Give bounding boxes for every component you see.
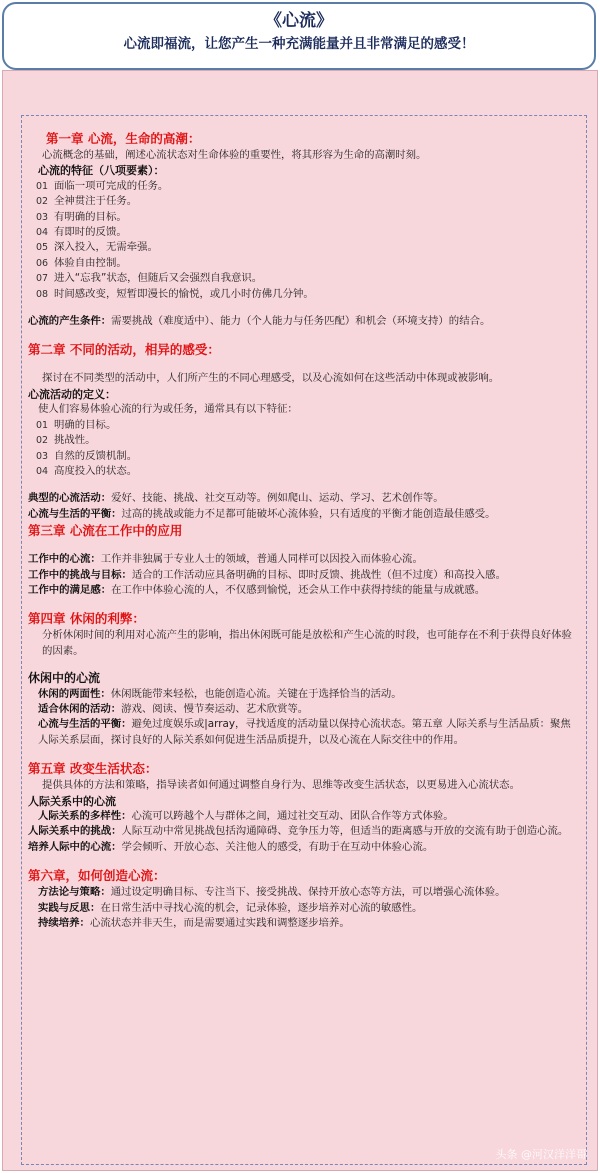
item-number: 03 xyxy=(36,450,49,462)
chapter-6-title: 第六章，如何创造心流： xyxy=(28,868,166,884)
chapter-1-title: 第一章 心流，生命的高潮： xyxy=(46,131,201,146)
activities-text: 游戏、阅读、慢节奏运动、艺术欣赏等。 xyxy=(121,702,309,715)
list-item xyxy=(28,287,580,302)
challenges-label: 人际关系中的挑战： xyxy=(28,825,122,838)
leisure-activities xyxy=(28,702,580,717)
chapter-5-intro: 提供具体的方法和策略，指导读者如何通过调整自身行为、思维等改变生活状态，以更易进入心流状态。 xyxy=(42,779,520,792)
item-text: 全神贯注于任务。 xyxy=(54,195,138,208)
relationship-diversity xyxy=(28,809,580,824)
relationship-flow-title: 人际关系中的心流 xyxy=(28,794,116,808)
list-item xyxy=(28,433,580,448)
item-number: 08 xyxy=(36,288,49,300)
practice-text: 在日常生活中寻找心流的机会，记录体验，逐步培养对心流的敏感性。 xyxy=(100,901,423,914)
item-text: 进入“忘我”状态，但随后又会强烈自我意识。 xyxy=(54,272,263,285)
item-text: 自然的反馈机制。 xyxy=(54,449,138,462)
life-balance xyxy=(28,507,580,522)
item-text: 有即时的反馈。 xyxy=(54,226,127,239)
conditions-text: 需要挑战（难度适中）、能力（个人能力与任务匹配）和机会（环境支持）的结合。 xyxy=(111,315,491,328)
goals-text: 适合的工作活动应具备明确的目标、即时反馈、挑战性（但不过度）和高投入感。 xyxy=(131,568,506,581)
duality-text: 休闲既能带来轻松，也能创造心流。关键在于选择恰当的活动。 xyxy=(110,687,402,700)
relationship-text: 聚焦人际关系层面，探讨良好的人际关系如何促进生活品质提升，以及心流在人际交往中的作用。 xyxy=(38,718,571,746)
list-item xyxy=(28,464,580,479)
item-text: 有明确的目标。 xyxy=(54,210,127,223)
chapter-1-intro: 心流概念的基础，阐述心流状态对生命体验的重要性，将其形容为生命的高潮时刻。 xyxy=(42,149,427,161)
watermark: 头条 @河汉洋洋哥 xyxy=(495,1148,587,1161)
relationship-challenges xyxy=(28,824,580,839)
diversity-text: 心流可以跨越个人与群体之间，通过社交互动、团队合作等方式体验。 xyxy=(131,810,454,822)
cultivation-label: 培养人际中的心流： xyxy=(28,840,122,853)
list-item xyxy=(28,418,580,433)
chapter-4-intro: 分析休闲时间的利用对心流产生的影响，指出休闲既可能是放松和产生心流的时段，也可能存在不利于获得良好体验的因素。 xyxy=(42,629,572,657)
chapter-2-intro: 探讨在不同类型的活动中，人们所产生的不同心理感受，以及心流如何在这些活动中体现或被影响。 xyxy=(42,372,500,385)
leisure-balance-label: 心流与生活的平衡： xyxy=(38,718,132,731)
activity-features-list xyxy=(28,418,580,480)
item-text: 体验自由控制。 xyxy=(54,256,127,269)
relationship-cultivation xyxy=(28,840,580,855)
leisure-flow-title: 休闲中的心流 xyxy=(28,671,101,686)
item-number: 03 xyxy=(36,211,49,223)
list-item xyxy=(28,240,580,255)
item-number: 04 xyxy=(36,465,49,477)
item-number: 02 xyxy=(36,435,49,447)
balance-label: 心流与生活的平衡： xyxy=(28,507,122,520)
goals-label: 工作中的挑战与目标： xyxy=(28,568,132,581)
item-number: 04 xyxy=(36,227,49,239)
item-text: 时间感改变，短暂即漫长的愉悦，或几小时仿佛几分钟。 xyxy=(54,287,314,300)
definition-text: 使人们容易体验心流的行为或任务，通常具有以下特征： xyxy=(38,403,298,416)
leisure-balance-text: 避免过度娱乐或|array，寻找适度的活动量以保持心流状态。第五章 人际关系与生活品质： xyxy=(131,718,551,731)
list-item xyxy=(28,225,580,240)
item-text: 面临一项可完成的任务。 xyxy=(54,179,169,192)
leisure-balance xyxy=(28,717,580,748)
item-text: 明确的目标。 xyxy=(54,418,117,431)
typical-text: 爱好、技能、挑战、社交互动等。例如爬山、运动、学习、艺术创作等。 xyxy=(111,492,444,505)
activities-label: 适合休闲的活动： xyxy=(38,702,122,715)
methods-text: 通过设定明确目标、专注当下、接受挑战、保持开放心态等方法，可以增强心流体验。 xyxy=(110,886,506,899)
item-text: 挑战性。 xyxy=(54,434,96,447)
list-item xyxy=(28,271,580,286)
practice xyxy=(28,901,580,916)
item-text: 高度投入的状态。 xyxy=(54,464,138,477)
typical-label: 典型的心流活动： xyxy=(28,492,112,505)
diversity-label: 人际关系的多样性： xyxy=(38,810,132,822)
item-number: 06 xyxy=(36,257,49,269)
item-number: 01 xyxy=(36,180,49,192)
conditions-label: 心流的产生条件： xyxy=(28,315,112,328)
page-subtitle: 心流即福流，让您产生一种充满能量并且非常满足的感受！ xyxy=(123,36,475,52)
chapter-3-title: 第三章 心流在工作中的应用 xyxy=(28,523,183,539)
work-label: 工作中的心流： xyxy=(28,553,101,566)
item-number: 05 xyxy=(36,242,49,254)
work-text: 工作并非独属于专业人士的领域，普通人同样可以因投入而体验心流。 xyxy=(100,553,423,566)
sustain-label: 持续培养： xyxy=(38,917,90,930)
work-goals xyxy=(28,568,580,583)
list-item xyxy=(28,194,580,209)
challenges-text: 人际互动中常见挑战包括沟通障碍、竞争压力等，但适当的距离感与开放的交流有助于创造心流。 xyxy=(121,825,569,838)
satisfaction-text: 在工作中体验心流的人，不仅感到愉悦，还会从工作中获得持续的能量与成就感。 xyxy=(111,583,486,596)
chapter-5-title: 第五章 改变生活状态： xyxy=(28,761,158,777)
list-item xyxy=(28,210,580,225)
list-item xyxy=(28,449,580,464)
sustain xyxy=(28,916,580,931)
content-panel xyxy=(2,70,598,1171)
page-title: 《心流》 xyxy=(265,11,333,31)
content-frame xyxy=(21,115,587,1165)
features-list xyxy=(28,179,580,302)
cultivation-text: 学会倾听、开放心态、关注他人的感受，有助于在互动中体验心流。 xyxy=(121,840,434,853)
chapter-4-title: 第四章 休闲的利弊： xyxy=(28,611,145,627)
list-item xyxy=(28,256,580,271)
flow-conditions xyxy=(28,314,580,329)
satisfaction-label: 工作中的满足感： xyxy=(28,583,112,596)
header-banner xyxy=(2,2,596,70)
features-title: 心流的特征（八项要素）： xyxy=(38,164,165,178)
item-number: 02 xyxy=(36,196,49,208)
list-item xyxy=(28,179,580,194)
sustain-text: 心流状态并非天生，而是需要通过实践和调整逐步培养。 xyxy=(89,917,350,930)
practice-label: 实践与反思： xyxy=(38,901,101,914)
chapter-2-title: 第二章 不同的活动，相异的感受： xyxy=(28,342,220,358)
definition-title: 心流活动的定义： xyxy=(28,387,116,401)
methods xyxy=(28,885,580,900)
item-number: 07 xyxy=(36,273,49,285)
item-text: 深入投入，无需牵强。 xyxy=(54,241,158,254)
duality-label: 休闲的两面性： xyxy=(38,687,111,700)
work-flow xyxy=(28,552,580,567)
leisure-duality xyxy=(28,687,580,702)
typical-activities xyxy=(28,491,580,506)
balance-text: 过高的挑战或能力不足都可能破坏心流体验，只有适度的平衡才能创造最佳感受。 xyxy=(121,507,496,520)
item-number: 01 xyxy=(36,419,49,431)
methods-label: 方法论与策略： xyxy=(38,886,111,899)
work-satisfaction xyxy=(28,583,580,598)
